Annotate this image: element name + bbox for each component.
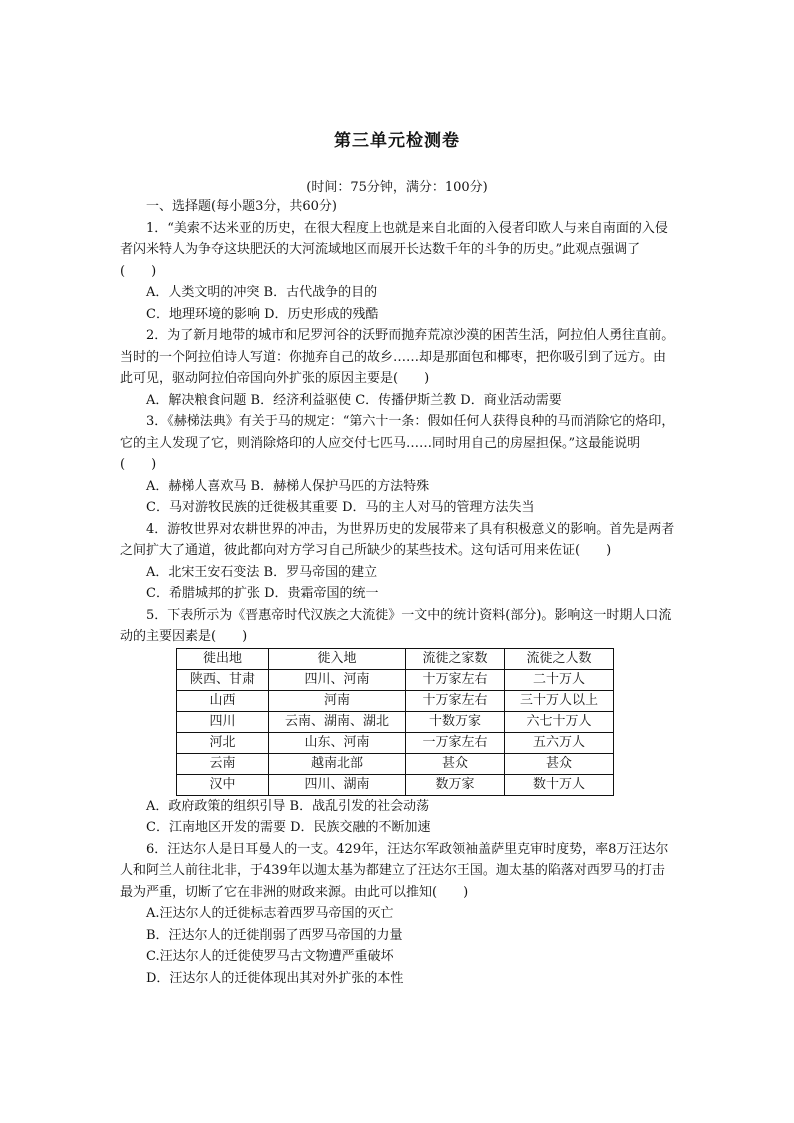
- table-header-cell: 徙出地: [177, 648, 269, 669]
- table-cell: 甚众: [406, 753, 505, 774]
- table-cell: 二十万人: [505, 669, 614, 690]
- table-cell: 十数万家: [406, 711, 505, 732]
- question-1-options-cd: C．地理环境的影响 D．历史形成的残酷: [146, 306, 379, 322]
- question-2-options: A．解决粮食问题 B．经济利益驱使 C．传播伊斯兰教 D．商业活动需要: [146, 392, 562, 408]
- table-cell: 数十万人: [505, 774, 614, 795]
- table-row: [177, 669, 614, 690]
- table-cell: 山东、河南: [269, 732, 406, 753]
- table-cell: 十万家左右: [406, 690, 505, 711]
- question-6-option-c: C.汪达尔人的迁徙使罗马古文物遭严重破坏: [146, 949, 394, 964]
- question-3-options-ab: A．赫梯人喜欢马 B．赫梯人保护马匹的方法特殊: [146, 478, 430, 494]
- table-row: [177, 732, 614, 753]
- table-cell: 一万家左右: [406, 732, 505, 753]
- question-1-stem: 1．“美索不达米亚的历史，在很大程度上也就是来自北面的入侵者印欧人与来自南面的入侵者闪米特人为争夺这块肥沃的大河流域地区而展开长达数千年的斗争的历史。”此观点强调了( ): [120, 220, 668, 279]
- question-1-options-ab: A．人类文明的冲突 B．古代战争的目的: [146, 285, 378, 300]
- question-4-options-ab: A．北宋王安石变法 B．罗马帝国的建立: [146, 564, 378, 580]
- exam-info: (时间：75分钟，满分：100分): [306, 180, 488, 195]
- page-title: 第三单元检测卷: [334, 131, 460, 151]
- table-cell: 河南: [269, 690, 406, 711]
- question-6-stem: 6．汪达尔人是日耳曼人的一支。429年，汪达尔军政领袖盖萨里克审时度势，率8万汪达尔人和阿兰人前往北非，于439年以迦太基为都建立了汪达尔王国。迦太基的陷落对西罗马的打击最为严重，切断了它在非洲的财政来源。由此可以推知( ): [120, 841, 669, 900]
- table-cell: 三十万人以上: [505, 690, 614, 711]
- exam-body: [120, 196, 676, 989]
- table-cell: 甚众: [505, 753, 614, 774]
- table-cell: 河北: [177, 732, 269, 753]
- question-4-stem: 4．游牧世界对农耕世界的冲击，为世界历史的发展带来了具有积极意义的影响。首先是两者之间扩大了通道，彼此都向对方学习自己所缺少的某些技术。这句话可用来佐证( ): [120, 521, 675, 558]
- table-cell: 陕西、甘肃: [177, 669, 269, 690]
- table-row: [177, 753, 614, 774]
- question-6-option-d: D．汪达尔人的迁徙体现出其对外扩张的本性: [146, 970, 404, 986]
- table-cell: 云南: [177, 753, 269, 774]
- table-cell: 五六万人: [505, 732, 614, 753]
- question-3-options-cd: C．马对游牧民族的迁徙极其重要 D．马的主人对马的管理方法失当: [146, 500, 535, 515]
- table-cell: 四川、河南: [269, 669, 406, 690]
- table-header-cell: 流徙之家数: [406, 648, 505, 669]
- table-cell: 云南、湖南、湖北: [269, 711, 406, 732]
- question-4-options-cd: C．希腊城邦的扩张 D．贵霜帝国的统一: [146, 586, 379, 601]
- table-cell: 十万家左右: [406, 669, 505, 690]
- table-cell: 数万家: [406, 774, 505, 795]
- table-cell: 四川、湖南: [269, 774, 406, 795]
- question-2-stem: 2．为了新月地带的城市和尼罗河谷的沃野而抛弃荒凉沙漠的困苦生活，阿拉伯人勇往直前。当时的一个阿拉伯诗人写道：你抛弃自己的故乡……却是那面包和椰枣，把你吸引到了远方。由此可见，驱动阿拉伯帝国向外扩张的原因主要是( ): [120, 328, 675, 386]
- table-cell: 四川: [177, 711, 269, 732]
- table-cell: 山西: [177, 690, 269, 711]
- question-3-stem: 3．《赫梯法典》有关于马的规定：“第六十一条：假如任何人获得良种的马而消除它的烙印，它的主人发现了它，则消除烙印的人应交付七匹马……同时用自己的房屋担保。”这最能说明( ): [120, 414, 675, 472]
- table-row: [177, 711, 614, 732]
- table-header-cell: 徙入地: [269, 648, 406, 669]
- question-6-option-b: B．汪达尔人的迁徙削弱了西罗马帝国的力量: [146, 927, 403, 943]
- table-cell: 越南北部: [269, 753, 406, 774]
- table-header-cell: 流徙之人数: [505, 648, 614, 669]
- table-cell: 汉中: [177, 774, 269, 795]
- question-5-options-cd: C．江南地区开发的需要 D．民族交融的不断加速: [146, 820, 431, 835]
- migration-table: [176, 648, 614, 796]
- question-5-stem: 5．下表所示为《晋惠帝时代汉族之大流徙》一文中的统计资料(部分)。影响这一时期人口流动的主要因素是( ): [120, 607, 672, 644]
- table-header-row: [177, 648, 614, 669]
- table-row: [177, 774, 614, 795]
- question-6-option-a: A.汪达尔人的迁徙标志着西罗马帝国的灭亡: [146, 906, 394, 921]
- table-cell: 六七十万人: [505, 711, 614, 732]
- table-row: [177, 690, 614, 711]
- section-heading: 一、选择题(每小题3分，共60分): [146, 199, 337, 214]
- question-5-options-ab: A．政府政策的组织引导 B．战乱引发的社会动荡: [146, 798, 430, 814]
